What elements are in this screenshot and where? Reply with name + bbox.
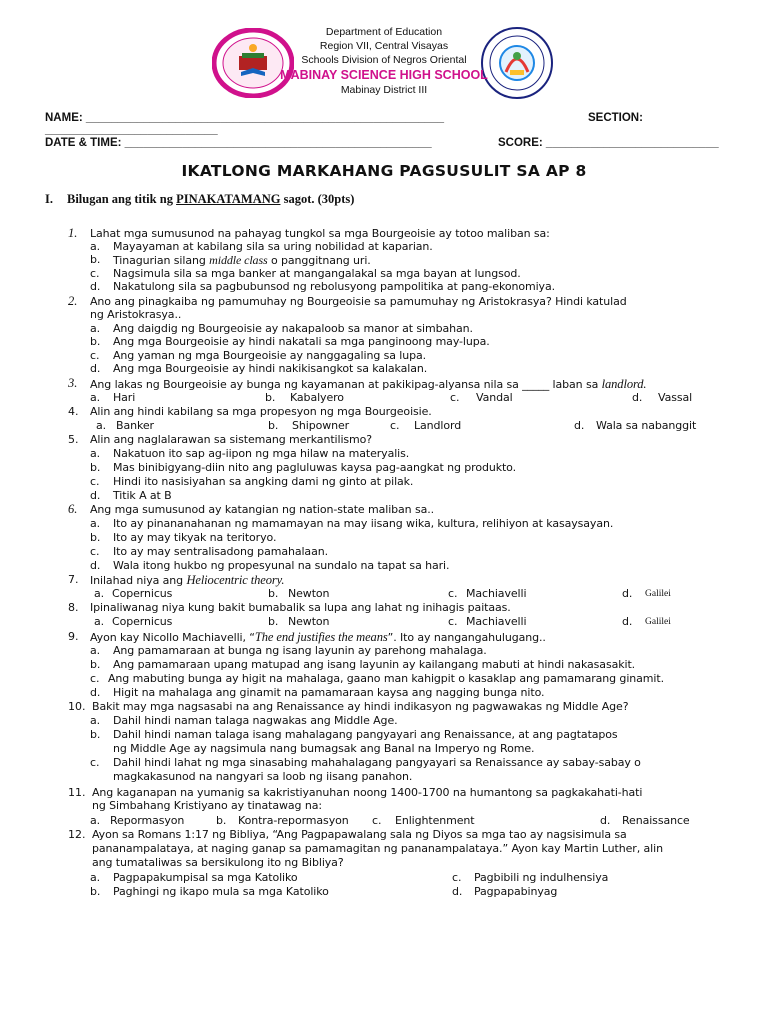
choice-text[interactable]: Nakatulong sila sa pagbubunsod ng rebolusyong pampolitika at pang-ekonomiya. xyxy=(113,280,555,293)
choice-letter[interactable]: a. xyxy=(90,240,101,253)
header-line-2: Region VII, Central Visayas xyxy=(319,40,449,52)
choice-text[interactable]: Dahil hindi naman talaga isang mahalagang pangyayari ang Renaissance, at ang pagtatapos xyxy=(113,728,618,741)
question-number: 1. xyxy=(68,226,78,240)
choice-letter[interactable]: b. xyxy=(265,391,276,404)
question-number: 3. xyxy=(68,376,78,390)
question-text: Ayon sa Romans 1:17 ng Bibliya, “Ang Pagpapawalang sala ng Diyos sa mga tao ay nagsisimula sa xyxy=(92,828,627,841)
choice-letter[interactable]: d. xyxy=(574,419,585,432)
choice-letter[interactable]: d. xyxy=(622,615,633,628)
question-text-italic: The end justifies the means xyxy=(254,630,388,644)
question-number: 5. xyxy=(68,433,79,446)
choice-text[interactable]: Nagsimula sila sa mga banker at mangangalakal sa mga bayan at lungsod. xyxy=(113,267,521,280)
choice-letter[interactable]: d. xyxy=(600,814,611,827)
choice-text[interactable]: Landlord xyxy=(414,419,462,432)
choice-text[interactable]: Repormasyon xyxy=(110,814,185,827)
choice-letter[interactable]: a. xyxy=(90,871,101,884)
choice-letter[interactable]: a. xyxy=(90,322,101,335)
choice-letter[interactable]: c. xyxy=(90,672,100,685)
choice-text[interactable]: Pagbibili ng indulhensiya xyxy=(474,871,609,884)
choice-text[interactable]: Enlightenment xyxy=(395,814,475,827)
choice-letter[interactable]: a. xyxy=(90,391,101,404)
choice-text[interactable]: Hari xyxy=(113,391,136,404)
date-time-field[interactable]: DATE & TIME: ________________________________________________ xyxy=(45,137,432,149)
choice-text[interactable]: Pagpapakumpisal sa mga Katoliko xyxy=(113,871,298,884)
choice-letter[interactable]: b. xyxy=(90,461,101,474)
choice-letter[interactable]: c. xyxy=(452,871,462,884)
school-name: MABINAY SCIENCE HIGH SCHOOL xyxy=(280,68,488,82)
choice-letter[interactable]: d. xyxy=(90,559,101,572)
choice-text[interactable]: Ang mga Bourgeoisie ay hindi nakikisangkot sa kalakalan. xyxy=(113,362,428,375)
choice-letter[interactable]: b. xyxy=(268,419,279,432)
choice-text[interactable]: Nakatuon ito sap ag-iipon ng mga hilaw na materyalis. xyxy=(113,447,410,460)
choice-letter[interactable]: c. xyxy=(90,756,100,769)
choice-text[interactable]: Machiavelli xyxy=(466,615,527,628)
choice-letter[interactable]: a. xyxy=(90,644,101,657)
choice-text[interactable]: Mas binibigyang-diin nito ang pagluluwas kaysa pag-aangkat ng produkto. xyxy=(113,461,517,474)
choice-letter[interactable]: a. xyxy=(90,714,101,727)
choice-text[interactable]: Newton xyxy=(288,587,330,600)
question-number: 7. xyxy=(68,573,79,586)
question-text-cont: pananampalataya, at naging ganap sa pamamagitan ng pananampalataya.” Ayon kay Martin Luther, alin xyxy=(92,842,663,855)
choice-letter[interactable]: b. xyxy=(268,587,279,600)
choice-letter[interactable]: c. xyxy=(390,419,400,432)
question-text-part: Ayon kay Nicollo Machiavelli, “ xyxy=(90,631,255,644)
choice-text[interactable]: Vandal xyxy=(476,391,513,404)
name-field[interactable]: NAME: ________________________________________________________ xyxy=(45,112,445,124)
choice-text[interactable]: Wala sa nabanggit xyxy=(596,419,697,432)
district: Mabinay District III xyxy=(340,84,428,96)
choice-text[interactable]: Ito ay may tikyak na teritoryo. xyxy=(113,531,277,544)
choice-letter[interactable]: d. xyxy=(90,489,101,502)
question-text-italic: Heliocentric theory. xyxy=(186,573,285,587)
choice-text[interactable]: Titik A at B xyxy=(113,489,172,502)
question-number: 11. xyxy=(68,786,86,799)
choice-text[interactable]: Galilei xyxy=(645,617,671,627)
choice-letter[interactable]: a. xyxy=(94,587,105,600)
question-text xyxy=(90,573,284,588)
question-text xyxy=(90,630,546,645)
choice-text[interactable]: Ang pamamaraan upang matupad ang isang layunin ay kailangang mabuti at hindi nakasasakit. xyxy=(113,658,636,671)
choice-text[interactable]: Ang pamamaraan at bunga ng isang layunin ay parehong mahalaga. xyxy=(113,644,487,657)
choice-text[interactable]: Copernicus xyxy=(112,587,173,600)
choice-letter[interactable]: b. xyxy=(90,728,101,741)
question-number: 2. xyxy=(68,294,78,308)
choice-text[interactable]: Ang mga Bourgeoisie ay hindi nakatali sa mga panginoong may-lupa. xyxy=(113,335,490,348)
choice-letter[interactable]: d. xyxy=(632,391,643,404)
choice-letter[interactable]: d. xyxy=(90,362,101,375)
choice-text[interactable]: Vassal xyxy=(658,391,693,404)
choice-text[interactable]: Kontra-repormasyon xyxy=(238,814,349,827)
instruction xyxy=(67,192,354,207)
choice-letter[interactable]: a. xyxy=(90,814,101,827)
choice-text[interactable]: Hindi ito nasisiyahan sa angking dami ng ginto at pilak. xyxy=(113,475,414,488)
choice-text-italic: middle class xyxy=(209,253,268,267)
question-text-cont: ang tumataliwas sa bersikulong ito ng Bibliya? xyxy=(92,856,344,869)
instruction-emphasis: PINAKATAMANG xyxy=(176,192,281,206)
question-text: Ang mga sumusunod ay katangian ng nation-state maliban sa.. xyxy=(90,503,435,516)
question-text-cont: ng Simbahang Kristiyano ay tinatawag na: xyxy=(92,799,322,812)
question-text xyxy=(90,377,646,392)
choice-letter[interactable]: b. xyxy=(268,615,279,628)
choice-letter[interactable]: c. xyxy=(448,615,458,628)
score-field[interactable]: SCORE: ___________________________ xyxy=(498,137,719,149)
choice-text[interactable]: Newton xyxy=(288,615,330,628)
choice-text[interactable]: Machiavelli xyxy=(466,587,527,600)
choice-letter[interactable]: b. xyxy=(216,814,227,827)
choice-text[interactable]: Copernicus xyxy=(112,615,173,628)
question-text: Alin ang naglalarawan sa sistemang merkantilismo? xyxy=(90,433,373,446)
question-text-italic: landlord. xyxy=(601,377,647,391)
choice-letter[interactable]: d. xyxy=(622,587,633,600)
choice-letter[interactable]: c. xyxy=(450,391,460,404)
choice-text-cont[interactable]: magkakasunod na nangyari sa loob ng iisang panahon. xyxy=(113,770,413,783)
choice-letter[interactable]: b. xyxy=(90,885,101,898)
choice-text[interactable]: Shipowner xyxy=(292,419,350,432)
header-line-1: Department of Education xyxy=(325,26,443,38)
choice-text[interactable] xyxy=(113,253,371,268)
question-number: 12. xyxy=(68,828,86,841)
question-text: Alin ang hindi kabilang sa mga propesyon ng mga Bourgeoisie. xyxy=(90,405,432,418)
choice-letter[interactable]: b. xyxy=(90,335,101,348)
choice-letter[interactable]: b. xyxy=(90,658,101,671)
question-number: 6. xyxy=(68,502,78,516)
question-number: 8. xyxy=(68,601,79,614)
section-field[interactable]: ___________________________ xyxy=(45,124,218,136)
choice-letter[interactable]: c. xyxy=(90,475,100,488)
section-label: SECTION: xyxy=(588,112,643,124)
choice-letter[interactable]: b. xyxy=(90,253,101,266)
choice-text[interactable]: Ito ay may sentralisadong pamahalaan. xyxy=(113,545,328,558)
choice-text-part: Tinagurian silang xyxy=(113,254,210,267)
question-text: Ipinaliwanag niya kung bakit bumabalik sa lupa ang lahat ng inihagis paitaas. xyxy=(90,601,511,614)
choice-text[interactable]: Ang mabuting bunga ay higit na mahalaga, gaano man kahigpit o kasaklap ang pamamarang ginamit. xyxy=(108,672,664,685)
question-text: Ang kaganapan na yumanig sa kakristiyanuhan noong 1400-1700 na humantong sa pagkakahati-hati xyxy=(92,786,643,799)
question-text: Lahat mga sumusunod na pahayag tungkol sa mga Bourgeoisie ay totoo maliban sa: xyxy=(90,227,550,240)
choice-text[interactable]: Dahil hindi lahat ng mga sinasabing mahahalagang pangyayari sa Renaissance ay sabay-sabay o xyxy=(113,756,641,769)
choice-letter[interactable]: c. xyxy=(372,814,382,827)
choice-text[interactable]: Mayayaman at kabilang sila sa uring nobilidad at kaparian. xyxy=(113,240,433,253)
exam-title: IKATLONG MARKAHANG PAGSUSULIT SA AP 8 xyxy=(181,162,587,180)
question-text-part: ”. Ito ay nangangahulugang.. xyxy=(387,631,546,644)
choice-text[interactable]: Kabalyero xyxy=(290,391,344,404)
question-text-cont: ng Aristokrasya.. xyxy=(90,308,182,321)
question-number: 10. xyxy=(68,700,86,713)
choice-letter[interactable]: a. xyxy=(94,615,105,628)
question-text: Bakit may mga nagsasabi na ang Renaissance ay hindi indikasyon ng pagwawakas ng Middle Age? xyxy=(92,700,629,713)
instruction-prefix: Bilugan ang titik ng xyxy=(67,192,177,206)
choice-text-part: o panggitnang uri. xyxy=(267,254,371,267)
choice-letter[interactable]: c. xyxy=(90,545,100,558)
choice-text[interactable]: Ito ay pinananahanan ng mamamayan na may iisang wika, kultura, relihiyon at kasaysayan. xyxy=(113,517,614,530)
instruction-suffix: sagot. (30pts) xyxy=(280,192,355,206)
choice-text[interactable]: Galilei xyxy=(645,589,671,599)
question-text: Ano ang pinagkaiba ng pamumuhay ng Bourgeoisie sa pamumuhay ng Aristokrasya? Hindi katulad xyxy=(90,295,627,308)
choice-letter[interactable]: a. xyxy=(90,517,101,530)
choice-text[interactable]: Renaissance xyxy=(622,814,690,827)
choice-text[interactable]: Higit na mahalaga ang ginamit na pamamaraan kaysa ang nagging bunga nito. xyxy=(113,686,545,699)
question-text-part: Ang lakas ng Bourgeoisie ay bunga ng kayamanan at pakikipag-alyansa nila sa _____ laban sa xyxy=(90,378,602,391)
instruction-number: I. xyxy=(45,192,53,206)
choice-text[interactable]: Ang daigdig ng Bourgeoisie ay nakapaloob sa manor at simbahan. xyxy=(113,322,473,335)
choice-text[interactable]: Wala itong hukbo ng propesyunal na sundalo na tapat sa hari. xyxy=(113,559,450,572)
question-text-part: Inilahad niya ang xyxy=(90,574,187,587)
choice-text[interactable]: Dahil hindi naman talaga nagwakas ang Middle Age. xyxy=(113,714,398,727)
choice-letter[interactable]: d. xyxy=(90,686,101,699)
choice-text-cont[interactable]: ng Middle Age ay nagsimula nang bumagsak ang Banal na Imperyo ng Rome. xyxy=(113,742,535,755)
choice-text[interactable]: Paghingi ng ikapo mula sa mga Katoliko xyxy=(113,885,329,898)
header-line-3: Schools Division of Negros Oriental xyxy=(301,54,467,66)
choice-letter[interactable]: a. xyxy=(90,447,101,460)
choice-letter[interactable]: c. xyxy=(90,267,100,280)
question-number: 4. xyxy=(68,405,79,418)
choice-letter[interactable]: c. xyxy=(448,587,458,600)
choice-letter[interactable]: d. xyxy=(90,280,101,293)
question-number: 9. xyxy=(68,630,79,643)
choice-letter[interactable]: c. xyxy=(90,349,100,362)
choice-text[interactable]: Ang yaman ng mga Bourgeoisie ay nanggagaling sa lupa. xyxy=(113,349,427,362)
choice-letter[interactable]: d. xyxy=(452,885,463,898)
choice-letter[interactable]: b. xyxy=(90,531,101,544)
choice-letter[interactable]: a. xyxy=(96,419,107,432)
choice-text[interactable]: Banker xyxy=(116,419,154,432)
choice-text[interactable]: Pagpapabinyag xyxy=(474,885,558,898)
